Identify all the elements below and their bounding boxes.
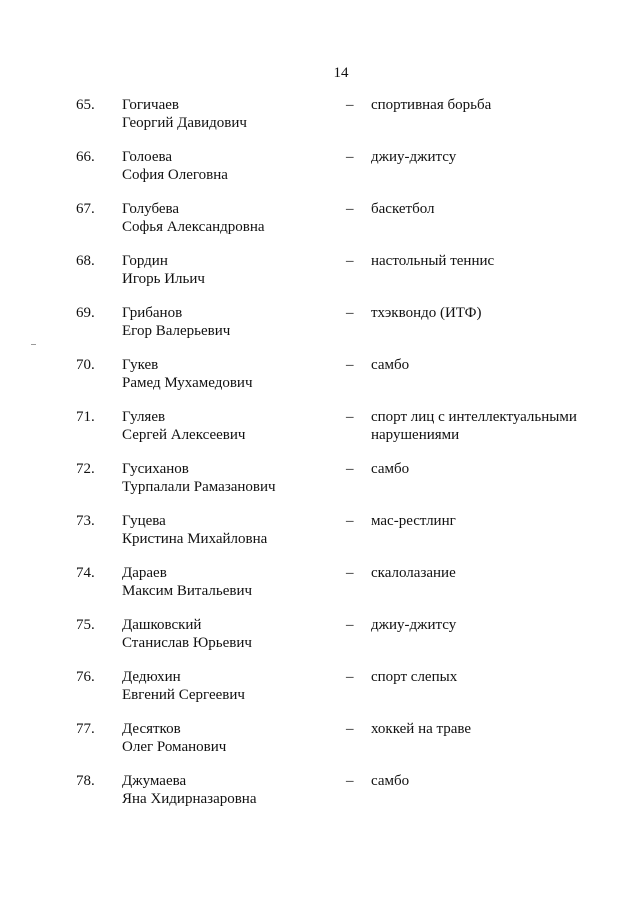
entry-name <box>122 772 342 808</box>
entry-given-name: Софья Александровна <box>122 219 265 235</box>
list-item <box>0 252 640 304</box>
entry-number: 67. <box>76 201 95 217</box>
entry-dash: – <box>346 565 354 581</box>
entry-surname: Дашковский <box>122 617 202 633</box>
list-item <box>0 356 640 408</box>
entry-number: 71. <box>76 409 95 425</box>
list-item <box>0 668 640 720</box>
entry-surname: Гусиханов <box>122 461 189 477</box>
entries-list <box>0 96 640 824</box>
entry-name <box>122 148 342 184</box>
entry-surname: Голубева <box>122 201 180 217</box>
entry-number: 75. <box>76 617 95 633</box>
entry-sport: мас-рестлинг <box>371 513 456 529</box>
entry-surname: Дедюхин <box>122 669 181 685</box>
entry-number: 68. <box>76 253 95 269</box>
entry-name <box>122 408 342 444</box>
entry-given-name: Игорь Ильич <box>122 271 205 287</box>
list-item <box>0 512 640 564</box>
entry-given-name: Кристина Михайловна <box>122 531 268 547</box>
page-number: 14 <box>333 65 349 81</box>
entry-name <box>122 512 342 548</box>
entry-dash: – <box>346 461 354 477</box>
entry-dash: – <box>346 201 354 217</box>
entry-surname: Голоева <box>122 149 173 165</box>
entry-dash: – <box>346 773 354 789</box>
entry-sport: тхэквондо (ИТФ) <box>371 305 482 321</box>
entry-given-name: Яна Хидирназаровна <box>122 791 257 807</box>
entry-name <box>122 460 342 496</box>
entry-given-name: Егор Валерьевич <box>122 323 231 339</box>
list-item <box>0 616 640 668</box>
entry-sport: самбо <box>371 461 410 477</box>
entry-number: 74. <box>76 565 95 581</box>
entry-name <box>122 96 342 132</box>
entry-given-name: Максим Витальевич <box>122 583 253 599</box>
entry-dash: – <box>346 513 354 529</box>
entry-name <box>122 668 342 704</box>
entry-given-name: Сергей Алексеевич <box>122 427 246 443</box>
entry-given-name: Георгий Давидович <box>122 115 247 131</box>
entry-dash: – <box>346 305 354 321</box>
list-item <box>0 408 640 460</box>
list-item <box>0 460 640 512</box>
entry-number: 66. <box>76 149 95 165</box>
list-item <box>0 96 640 148</box>
list-item <box>0 772 640 824</box>
entry-sport: спорт слепых <box>371 669 458 685</box>
list-item <box>0 148 640 200</box>
entry-name <box>122 356 342 392</box>
entry-sport: джиу-джитсу <box>371 617 457 633</box>
entry-surname: Гуцева <box>122 513 166 529</box>
entry-dash: – <box>346 357 354 373</box>
entry-number: 65. <box>76 97 95 113</box>
entry-number: 70. <box>76 357 95 373</box>
entry-dash: – <box>346 149 354 165</box>
entry-surname: Гогичаев <box>122 97 179 113</box>
list-item <box>0 564 640 616</box>
entry-given-name: Олег Романович <box>122 739 227 755</box>
entry-number: 73. <box>76 513 95 529</box>
entry-surname: Гордин <box>122 253 168 269</box>
entry-given-name: София Олеговна <box>122 167 228 183</box>
entry-name <box>122 252 342 288</box>
entry-sport: самбо <box>371 773 410 789</box>
entry-name <box>122 200 342 236</box>
entry-surname: Грибанов <box>122 305 183 321</box>
list-item <box>0 720 640 772</box>
entry-name <box>122 304 342 340</box>
entry-surname: Десятков <box>122 721 181 737</box>
entry-number: 76. <box>76 669 95 685</box>
list-item <box>0 200 640 252</box>
entry-dash: – <box>346 253 354 269</box>
entry-sport: настольный теннис <box>371 253 495 269</box>
entry-sport: самбо <box>371 357 410 373</box>
entry-number: 69. <box>76 305 95 321</box>
entry-name <box>122 564 342 600</box>
entry-number: 77. <box>76 721 95 737</box>
entry-sport: джиу-джитсу <box>371 149 457 165</box>
entry-name <box>122 616 342 652</box>
entry-dash: – <box>346 669 354 685</box>
entry-given-name: Турпалали Рамазанович <box>122 479 276 495</box>
entry-sport: спорт лиц с интеллектуальными нарушениями <box>371 409 577 443</box>
entry-dash: – <box>346 409 354 425</box>
entry-dash: – <box>346 617 354 633</box>
list-item <box>0 304 640 356</box>
entry-dash: – <box>346 97 354 113</box>
entry-surname: Джумаева <box>122 773 187 789</box>
entry-sport: скалолазание <box>371 565 456 581</box>
entry-sport: хоккей на траве <box>371 721 472 737</box>
entry-number: 72. <box>76 461 95 477</box>
entry-surname: Гукев <box>122 357 159 373</box>
entry-number: 78. <box>76 773 95 789</box>
entry-given-name: Евгений Сергеевич <box>122 687 245 703</box>
entry-dash: – <box>346 721 354 737</box>
entry-surname: Гуляев <box>122 409 166 425</box>
entry-given-name: Рамед Мухамедович <box>122 375 253 391</box>
entry-sport: баскетбол <box>371 201 435 217</box>
entry-surname: Дараев <box>122 565 167 581</box>
entry-name <box>122 720 342 756</box>
entry-sport: спортивная борьба <box>371 97 492 113</box>
entry-given-name: Станислав Юрьевич <box>122 635 252 651</box>
